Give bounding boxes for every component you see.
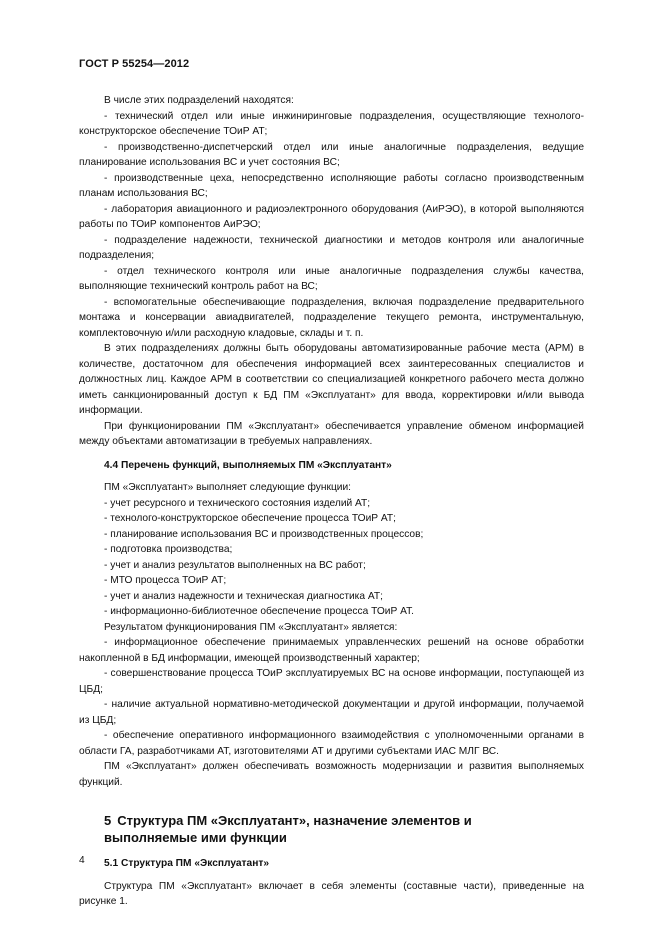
section-5-number: 5 — [104, 813, 112, 828]
intro-section — [79, 93, 584, 450]
paragraph: В этих подразделениях должны быть оборудованы автоматизированные рабочие места (АРМ) в количестве, достаточном для обеспечения информацией всех заинтересованных специалистов и должностных лиц. Каждое АРМ в соответствии со специализацией конкретного рабочего места должно иметь санкционированный доступ к БД ПМ «Эксплуатант» для ввода, корректировки и/или вывода информации. — [79, 343, 584, 416]
page-number: 4 — [79, 855, 85, 866]
paragraph: При функционировании ПМ «Эксплуатант» обеспечивается управление обменом информацией между объектами автоматизации в требуемых направлениях. — [79, 420, 584, 447]
list-item: - производственные цеха, непосредственно исполняющие работы согласно производственным планам использования ВС; — [79, 172, 584, 199]
list-item: - учет и анализ надежности и техническая диагностика АТ; — [104, 590, 383, 602]
document-code-header: ГОСТ Р 55254—2012 — [79, 58, 190, 70]
list-item: - совершенствование процесса ТОиР эксплуатируемых ВС на основе информации, поступающей из ЦБД; — [79, 668, 584, 695]
document-body — [79, 93, 584, 910]
section-5-1-body — [79, 879, 584, 910]
list-item: - наличие актуальной нормативно-методической документации и другой информации, получаемой из ЦБД; — [79, 699, 584, 726]
list-item: - производственно-диспетчерский отдел или иные аналогичные подразделения, ведущие планирование использования ВС и учет состояния ВС; — [79, 141, 584, 168]
list-item: - информационно-библиотечное обеспечение процесса ТОиР АТ. — [104, 606, 414, 617]
paragraph: В числе этих подразделений находятся: — [104, 95, 294, 106]
list-item: - учет и анализ результатов выполненных на ВС работ; — [104, 559, 366, 571]
list-item: - учет ресурсного и технического состояния изделий АТ; — [104, 497, 371, 509]
section-4-4-body — [79, 480, 584, 790]
list-item: - технический отдел или иные инжиниринговые подразделения, осуществляющие технолого-конструкторское обеспечение ТОиР АТ; — [79, 110, 584, 137]
list-item: - вспомогательные обеспечивающие подразделения, включая подразделение предварительного монтажа и консервации авиадвигателей, подразделение текущего ремонта, инструментальную, комплектовочную и/или расходную кладовые, склады и т. п. — [79, 296, 584, 339]
list-item: - МТО процесса ТОиР АТ; — [104, 575, 227, 586]
list-item: - подразделение надежности, технической диагностики и методов контроля или аналогичные подразделения; — [79, 234, 584, 261]
section-5-1-heading: 5.1 Структура ПМ «Эксплуатант» — [104, 858, 270, 869]
paragraph: ПМ «Эксплуатант» выполняет следующие функции: — [104, 482, 352, 493]
section-5-heading — [79, 812, 584, 846]
paragraph: Структура ПМ «Эксплуатант» включает в себя элементы (составные части), приведенные на рисунке 1. — [79, 880, 584, 907]
paragraph: ПМ «Эксплуатант» должен обеспечивать возможность модернизации и развития выполняемых функций. — [79, 761, 584, 788]
section-4-4-heading: 4.4 Перечень функций, выполняемых ПМ «Эксплуатант» — [104, 459, 392, 471]
list-item: - обеспечение оперативного информационного взаимодействия с уполномоченными органами в области ГА, разработчиками АТ, изготовителями АТ и другими субъектами ИАС МЛГ ВС. — [79, 730, 584, 757]
list-item: - информационное обеспечение принимаемых управленческих решений на основе обработки накопленной в БД информации, имеющей производственный характер; — [79, 637, 584, 664]
paragraph: Результатом функционирования ПМ «Эксплуатант» является: — [104, 621, 398, 633]
list-item: - технолого-конструкторское обеспечение процесса ТОиР АТ; — [104, 513, 396, 524]
list-item: - подготовка производства; — [104, 544, 233, 555]
list-item: - лаборатория авиационного и радиоэлектронного оборудования (АиРЭО), в которой выполняются работы по ТОиР компонентов АиРЭО; — [79, 203, 584, 230]
list-item: - отдел технического контроля или иные аналогичные подразделения службы качества, выполняющие технический контроль работ на ВС; — [79, 265, 584, 292]
list-item: - планирование использования ВС и производственных процессов; — [104, 528, 424, 540]
section-5-title: Структура ПМ «Эксплуатант», назначение элементов и выполняемые ими функции — [104, 813, 472, 845]
